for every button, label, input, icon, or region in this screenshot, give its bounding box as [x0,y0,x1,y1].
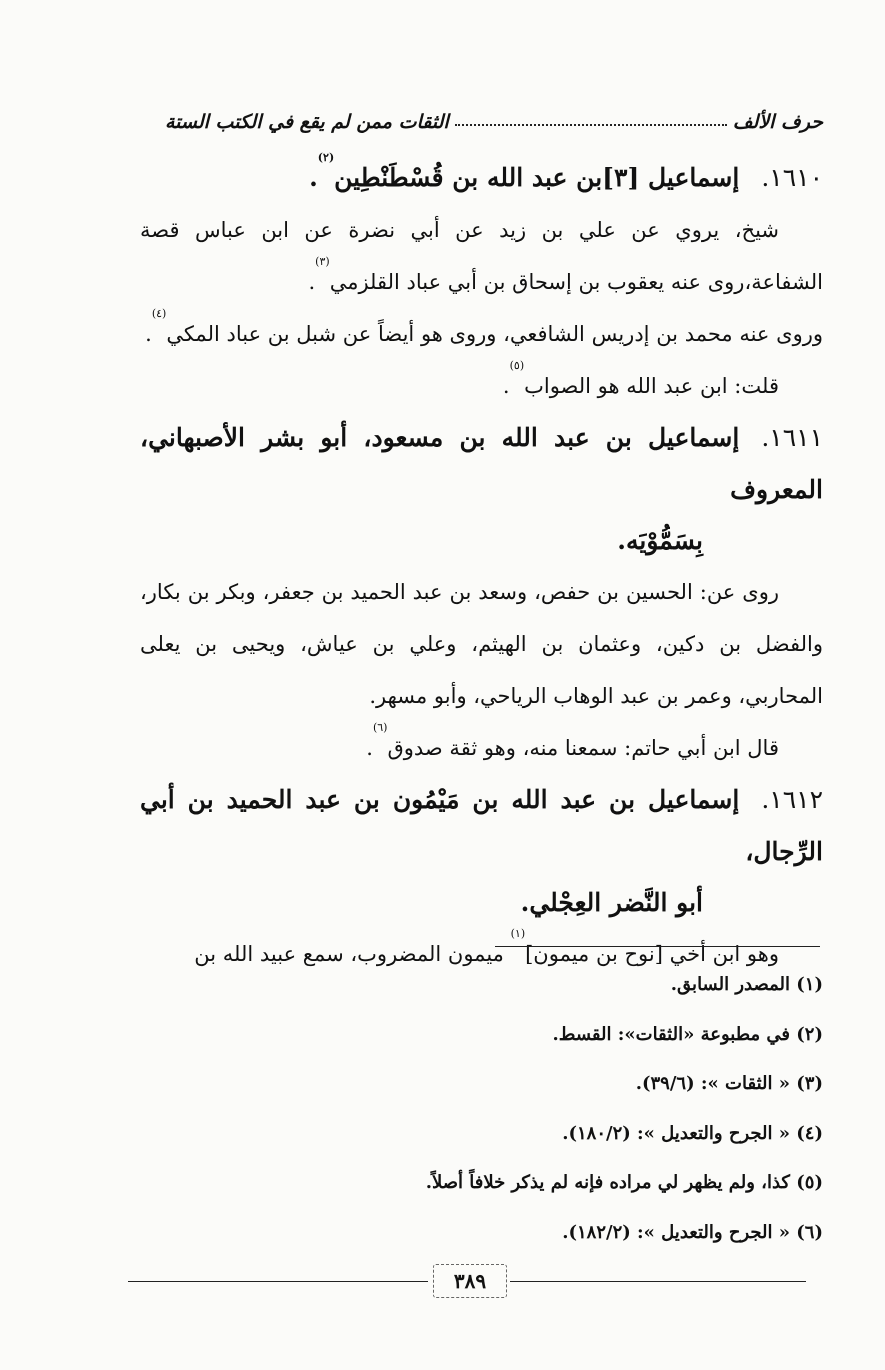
page-number: ٣٨٩ [433,1264,507,1298]
footnote-ref: (٣) [315,255,330,268]
entry-1611-paragraph-2: قال ابن أبي حاتم: سمعنا منه، وهو ثقة صدوق$^{(٦)}$. [366,721,779,760]
footnote-6: (٦) « الجرح والتعديل »: (١٨٢/٢). [562,1221,823,1243]
entry-1611-paragraph-1: روى عن: الحسين بن حفص، وسعد بن عبد الحميد بن جعفر، وبكر بن بكار، والفضل بن دكين، وعثمان بن الهيثم، وعلي بن عياش، ويحيى بن يعلى المحاربي، وعمر بن عبد الوهاب الرياحي، وأبو مسهر. [140,580,823,708]
footnote-3: (٣) « الثقات »: (٣٩/٦). [635,1073,823,1095]
entry-name-continued: أبو النَّضر العِجْلي. [520,888,703,917]
entry-1610-paragraph-2: وروى عنه محمد بن إدريس الشافعي، وروى هو أيضاً عن شبل بن عباد المكي$^{(٤)}$. [145,307,823,346]
main-text [140,152,823,980]
entry-name: إسماعيل بن عبد الله بن مسعود، أبو بشر الأصبهاني، المعروف [140,423,823,504]
entry-1610-paragraph-3: قلت: ابن عبد الله هو الصواب$^{(٥)}$. [502,359,779,398]
footnote-2: (٢) في مطبوعة «الثقات»: القسط. [552,1023,823,1045]
entry-1612-paragraph-1: وهو ابن أخي [نوح بن ميمون]$^{(١)}$ ميمون المضروب، سمع عبيد الله بن [194,927,779,966]
entry-1612-title [140,774,823,928]
entry-1610-paragraph-1: شيخ، يروي عن علي بن زيد عن أبي نضرة عن ابن عباس قصة الشفاعة،روى عنه يعقوب بن إسحاق بن أبي عباد القلزمي$^{(٣)}$. [140,218,823,294]
running-header [165,104,823,140]
footnote-separator [495,946,820,947]
footnote-ref: (٢) [317,151,335,164]
entry-name-continued: بِسَمُّوْيَه. [617,526,703,555]
footnote-5: (٥) كذا، ولم يظهر لي مراده فإنه لم يذكر خلافاً أصلاً. [425,1172,823,1194]
entry-name: إسماعيل بن عبد الله بن مَيْمُون بن عبد الحميد بن أبي الرِّجال، [140,785,823,866]
footer-rule-left [128,1281,428,1282]
entry-number: ١٦١٢. [761,785,823,814]
entry-1611-title [140,412,823,566]
footnote-ref: (١) [510,927,526,940]
footnote-ref: (٤) [151,307,167,320]
header-dot-leader [455,124,727,126]
footnote-ref: (٥) [509,359,525,372]
entry-name: إسماعيل [٣]بن عبد الله بن قُسْطَنْطِين [334,163,740,192]
footnote-4: (٤) « الجرح والتعديل »: (١٨٠/٢). [562,1122,823,1144]
page-footer [128,1262,806,1300]
footnote-ref: (٦) [372,721,388,734]
header-chapter: حرف الألف [732,111,823,133]
entry-number: ١٦١١. [761,423,823,452]
header-book-title: الثقات ممن لم يقع في الكتب الستة [165,111,449,133]
entry-1610-title: ١٦١٠.إسماعيل [٣]بن عبد الله بن قُسْطَنْطِين$^{(٢)}$. [309,151,823,192]
footnote-1: (١) المصدر السابق. [670,974,823,995]
footer-rule-right [510,1281,806,1282]
footnotes [123,960,823,1258]
entry-number: ١٦١٠. [761,163,823,192]
